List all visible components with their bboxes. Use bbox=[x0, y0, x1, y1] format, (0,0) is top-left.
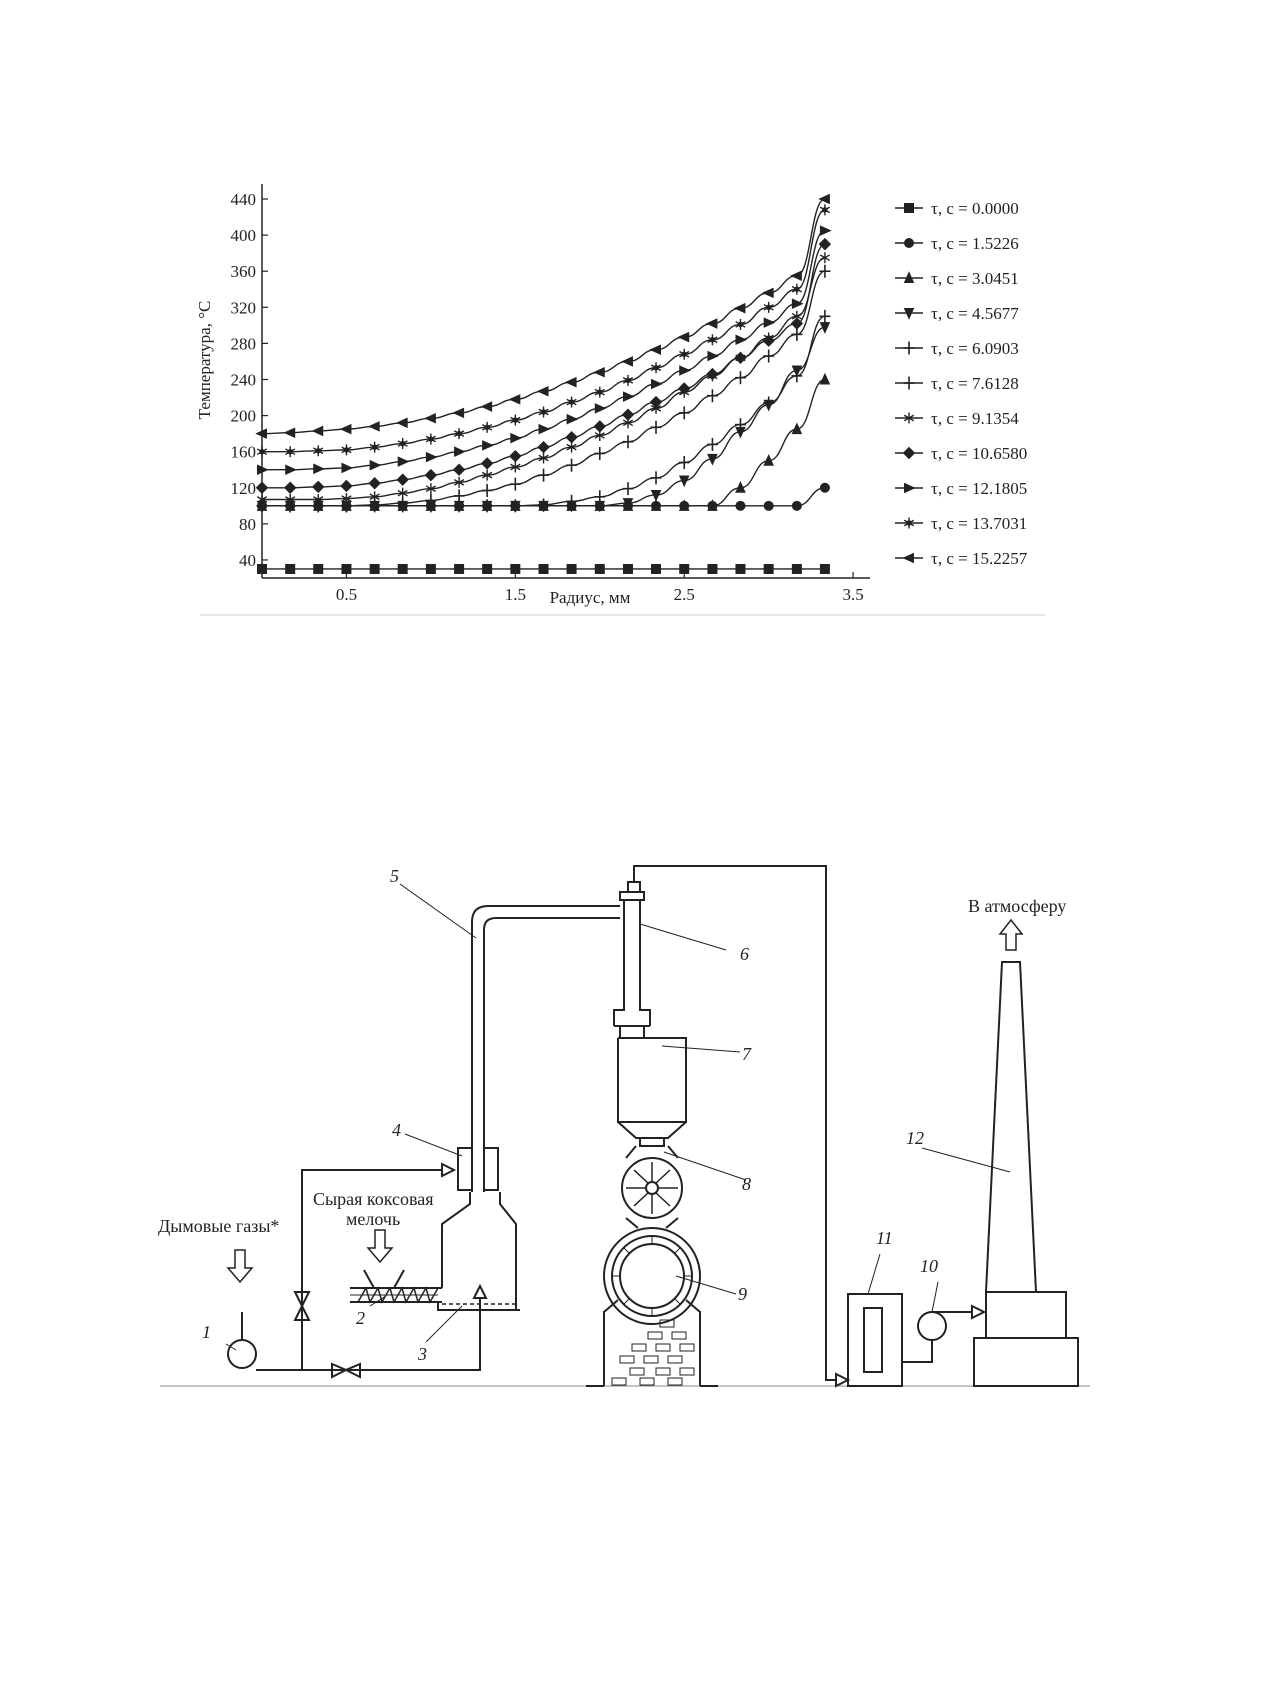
label-1: 1 bbox=[202, 1322, 211, 1342]
data-point bbox=[341, 425, 351, 434]
data-point bbox=[820, 226, 830, 235]
data-point bbox=[820, 252, 830, 263]
data-point bbox=[510, 478, 521, 491]
data-point bbox=[369, 478, 380, 489]
y-tick-label: 40 bbox=[239, 550, 256, 570]
y-tick-label: 80 bbox=[239, 514, 256, 534]
data-point bbox=[595, 404, 605, 413]
data-point bbox=[285, 482, 296, 493]
data-point bbox=[651, 421, 662, 434]
x-tick-label: 0.5 bbox=[335, 585, 358, 604]
legend-item bbox=[895, 479, 1027, 498]
data-point bbox=[735, 352, 746, 363]
label-8: 8 bbox=[742, 1174, 751, 1194]
flue-gas-fan bbox=[228, 1312, 256, 1368]
data-point bbox=[904, 448, 915, 459]
scrubber bbox=[848, 1294, 932, 1386]
data-point bbox=[454, 464, 465, 475]
label-5: 5 bbox=[390, 866, 399, 886]
data-point bbox=[286, 564, 295, 573]
data-point bbox=[820, 204, 830, 215]
legend-label: τ, с = 15.2257 bbox=[931, 549, 1028, 568]
x-tick-label: 3.5 bbox=[842, 585, 864, 604]
data-point bbox=[623, 392, 633, 401]
data-point bbox=[652, 380, 662, 389]
data-point bbox=[538, 387, 548, 396]
flue-gas-label: Дымовые газы* bbox=[158, 1216, 280, 1236]
legend-label: τ, с = 13.7031 bbox=[931, 514, 1028, 533]
data-point bbox=[707, 389, 718, 402]
data-point bbox=[763, 396, 774, 409]
data-point bbox=[707, 438, 718, 451]
data-point bbox=[622, 409, 633, 420]
label-6: 6 bbox=[740, 944, 749, 964]
series-line bbox=[262, 199, 825, 434]
chart-legend bbox=[895, 199, 1028, 568]
data-point bbox=[398, 457, 408, 466]
data-point bbox=[425, 470, 436, 481]
raw-coke-label-line2: мелочь bbox=[346, 1209, 401, 1229]
data-point bbox=[904, 342, 915, 355]
series-10 bbox=[257, 195, 830, 439]
label-7: 7 bbox=[742, 1044, 751, 1064]
data-point bbox=[623, 564, 632, 573]
raw-coke-label-line1: Сырая коксовая bbox=[313, 1189, 434, 1209]
x-tick-label: 1.5 bbox=[504, 585, 526, 604]
data-point bbox=[904, 554, 914, 563]
data-point bbox=[341, 480, 352, 491]
number-labels bbox=[202, 866, 938, 1364]
legend-label: τ, с = 10.6580 bbox=[931, 444, 1028, 463]
legend-item bbox=[895, 514, 1027, 533]
legend-label: τ, с = 3.0451 bbox=[931, 269, 1019, 288]
legend-item bbox=[895, 269, 1019, 288]
data-point bbox=[820, 564, 829, 573]
data-point bbox=[622, 435, 633, 448]
data-point bbox=[566, 378, 576, 387]
data-point bbox=[511, 564, 520, 573]
data-point bbox=[538, 442, 549, 453]
data-point bbox=[342, 564, 351, 573]
legend-label: τ, с = 4.5677 bbox=[931, 304, 1019, 323]
label-9: 9 bbox=[738, 1284, 747, 1304]
data-point bbox=[791, 271, 801, 280]
data-point bbox=[764, 564, 773, 573]
atmosphere-outlet-arrow-icon bbox=[1000, 920, 1022, 950]
data-point bbox=[369, 422, 379, 431]
data-point bbox=[651, 345, 661, 354]
data-point bbox=[792, 564, 801, 573]
data-point bbox=[819, 265, 830, 278]
data-point bbox=[735, 304, 745, 313]
data-point bbox=[426, 453, 436, 462]
data-point bbox=[314, 464, 324, 473]
data-point bbox=[679, 456, 690, 469]
data-point bbox=[594, 421, 605, 432]
data-point bbox=[285, 428, 295, 437]
data-point bbox=[905, 484, 915, 493]
chart-series bbox=[257, 195, 831, 574]
data-point bbox=[651, 471, 662, 484]
data-point bbox=[791, 318, 802, 329]
data-point bbox=[566, 432, 577, 443]
data-point bbox=[708, 564, 717, 573]
data-point bbox=[567, 564, 576, 573]
data-point bbox=[680, 366, 690, 375]
furnace-brickwork bbox=[612, 1320, 694, 1385]
legend-label: τ, с = 9.1354 bbox=[931, 409, 1019, 428]
data-point bbox=[286, 465, 296, 474]
data-point bbox=[764, 318, 774, 327]
data-point bbox=[397, 418, 407, 427]
data-point bbox=[736, 501, 745, 510]
label-10: 10 bbox=[920, 1256, 938, 1276]
data-point bbox=[566, 459, 577, 472]
atmosphere-label: В атмосферу bbox=[968, 896, 1067, 916]
data-point bbox=[455, 564, 464, 573]
data-point bbox=[539, 425, 549, 434]
data-point bbox=[567, 415, 577, 424]
data-point bbox=[342, 463, 352, 472]
y-tick-label: 440 bbox=[230, 190, 256, 210]
data-point bbox=[764, 501, 773, 510]
data-point bbox=[707, 319, 717, 328]
data-point bbox=[313, 426, 323, 435]
data-point bbox=[539, 564, 548, 573]
data-point bbox=[454, 408, 464, 417]
data-point bbox=[679, 333, 689, 342]
data-point bbox=[426, 564, 435, 573]
series-8 bbox=[258, 226, 831, 474]
y-tick-label: 160 bbox=[230, 442, 256, 462]
legend-item bbox=[895, 304, 1019, 323]
data-point bbox=[708, 352, 718, 361]
data-point bbox=[482, 458, 493, 469]
data-point bbox=[510, 395, 520, 404]
series-9 bbox=[257, 204, 829, 457]
data-point bbox=[455, 447, 465, 456]
y-tick-label: 360 bbox=[230, 262, 256, 282]
data-point bbox=[763, 288, 773, 297]
data-point bbox=[904, 377, 915, 390]
screw-feeder bbox=[350, 1270, 442, 1302]
data-point bbox=[370, 461, 380, 470]
data-point bbox=[511, 434, 521, 443]
data-point bbox=[483, 441, 493, 450]
data-point bbox=[679, 406, 690, 419]
legend-item bbox=[895, 199, 1019, 218]
rotary-feeder bbox=[622, 1146, 682, 1228]
label-11: 11 bbox=[876, 1228, 893, 1248]
chimney-stack bbox=[974, 962, 1078, 1386]
y-tick-label: 200 bbox=[230, 406, 256, 426]
label-4: 4 bbox=[392, 1120, 401, 1140]
label-3: 3 bbox=[418, 1344, 427, 1364]
flue-gas-inlet-arrow-icon bbox=[228, 1250, 252, 1282]
data-point bbox=[819, 239, 830, 250]
y-tick-label: 240 bbox=[230, 370, 256, 390]
data-point bbox=[370, 564, 379, 573]
temperature-chart bbox=[0, 0, 1270, 640]
legend-label: τ, с = 6.0903 bbox=[931, 339, 1019, 358]
y-tick-label: 280 bbox=[230, 334, 256, 354]
data-point bbox=[735, 371, 746, 384]
legend-label: τ, с = 12.1805 bbox=[931, 479, 1028, 498]
data-point bbox=[680, 564, 689, 573]
data-point bbox=[819, 310, 830, 323]
y-tick-label: 120 bbox=[230, 478, 256, 498]
legend-item bbox=[895, 234, 1019, 253]
data-point bbox=[538, 469, 549, 482]
data-point bbox=[482, 484, 493, 497]
legend-item bbox=[895, 444, 1027, 463]
data-point bbox=[425, 414, 435, 423]
legend-label: τ, с = 7.6128 bbox=[931, 374, 1019, 393]
legend-item bbox=[895, 339, 1019, 358]
data-point bbox=[482, 402, 492, 411]
data-point bbox=[652, 564, 661, 573]
exhaust-fan bbox=[918, 1306, 984, 1340]
data-point bbox=[905, 239, 914, 248]
data-point bbox=[622, 357, 632, 366]
data-point bbox=[257, 482, 268, 493]
chart-x-axis-label: Радиус, мм bbox=[549, 588, 631, 607]
legend-item bbox=[895, 374, 1019, 393]
data-point bbox=[594, 368, 604, 377]
data-point bbox=[397, 474, 408, 485]
data-point bbox=[398, 564, 407, 573]
legend-label: τ, с = 1.5226 bbox=[931, 234, 1019, 253]
y-tick-label: 320 bbox=[230, 298, 256, 318]
data-point bbox=[792, 501, 801, 510]
raw-coke-inlet-arrow-icon bbox=[368, 1230, 392, 1262]
data-point bbox=[820, 483, 829, 492]
y-tick-label: 400 bbox=[230, 226, 256, 246]
data-point bbox=[313, 481, 324, 492]
data-point bbox=[510, 451, 521, 462]
label-2: 2 bbox=[356, 1308, 365, 1328]
legend-item bbox=[895, 549, 1028, 568]
chart-y-axis-label: Температура, °С bbox=[195, 300, 214, 420]
data-point bbox=[736, 564, 745, 573]
data-point bbox=[258, 564, 267, 573]
data-point bbox=[483, 564, 492, 573]
chart-axes bbox=[231, 184, 871, 604]
legend-item bbox=[895, 409, 1019, 428]
heat-exchanger bbox=[458, 1148, 498, 1190]
data-point bbox=[791, 328, 802, 341]
data-point bbox=[736, 335, 746, 344]
data-point bbox=[454, 489, 465, 502]
data-point bbox=[594, 447, 605, 460]
calcining-furnace bbox=[586, 1228, 718, 1386]
bunker bbox=[618, 1038, 686, 1146]
data-point bbox=[622, 482, 633, 495]
data-point bbox=[820, 374, 829, 384]
data-point bbox=[314, 564, 323, 573]
legend-label: τ, с = 0.0000 bbox=[931, 199, 1019, 218]
data-point bbox=[595, 564, 604, 573]
label-12: 12 bbox=[906, 1128, 924, 1148]
data-point bbox=[763, 350, 774, 363]
series-0 bbox=[258, 564, 830, 573]
data-point bbox=[905, 204, 914, 213]
process-scheme bbox=[0, 840, 1270, 1400]
x-tick-label: 2.5 bbox=[673, 585, 695, 604]
